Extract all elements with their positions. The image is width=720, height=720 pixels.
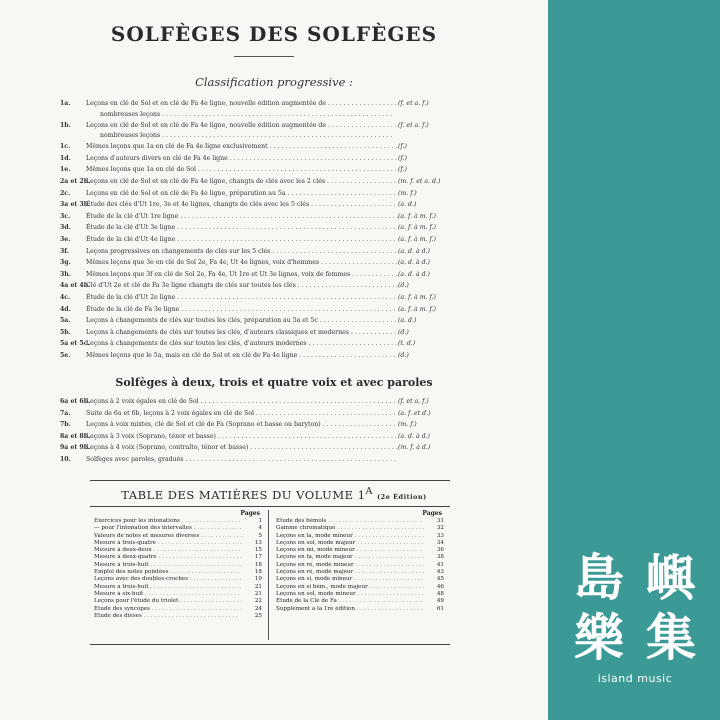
toc-page-number: 32 xyxy=(436,525,444,532)
item-text: Étude de la clé d'Ut 1re ligne . . . xyxy=(86,211,398,223)
list-item xyxy=(60,292,450,304)
toc-row xyxy=(272,591,448,598)
toc-entry: Mesure à trois-huit . . . xyxy=(94,584,242,591)
toc-page-number: 43 xyxy=(436,569,444,576)
item-code: 2c. xyxy=(60,189,71,197)
item-difficulty: (a. d. à d.) xyxy=(398,270,430,278)
item-code: 9a et 9b. xyxy=(60,444,91,452)
item-code: 5a. xyxy=(60,317,71,325)
list-item xyxy=(60,98,450,110)
toc-row xyxy=(272,606,448,613)
list-item xyxy=(60,246,450,258)
item-text: Leçons en clé de Sol et en clé de Fa 4e ligne, nouvelle édition augmentée de . . . xyxy=(86,120,398,132)
item-text: Étude de la clé d'Ut 3e ligne . . . xyxy=(86,222,398,234)
toc-entry: Mesure à trois-quatre . . . xyxy=(94,540,242,547)
toc-entry: Gamme chromatique . . . xyxy=(276,525,424,532)
item-text: Étude de la clé d'Ut 4e ligne . . . xyxy=(86,234,398,246)
item-code: 3e. xyxy=(60,235,71,243)
toc-page-number: 17 xyxy=(254,554,262,561)
toc-entry: Leçons en sol, mode majeur . . . xyxy=(276,540,424,547)
classification-heading: Classification progressive : xyxy=(195,75,353,89)
toc-page-number: 18 xyxy=(254,569,262,576)
item-text: Leçons à changements de clés sur toutes les clés, d'auteurs modernes . . . xyxy=(86,338,398,350)
toc-entry: Leçons avec des doubles-croches . . . xyxy=(94,576,242,583)
item-difficulty: (m. f.) xyxy=(398,189,417,197)
list-item xyxy=(60,222,450,234)
item-code: 3c. xyxy=(60,212,71,220)
item-difficulty: (f.) xyxy=(398,154,407,162)
item-code: 3h. xyxy=(60,270,71,278)
toc-entry: Étude des dièses . . . xyxy=(94,613,242,620)
toc-entry: Emploi des notes pointées . . . xyxy=(94,569,242,576)
item-code: 7a. xyxy=(60,409,71,417)
item-code: 3d. xyxy=(60,224,71,232)
toc-page-number: 49 xyxy=(436,598,444,605)
toc-page-number: 5 xyxy=(258,532,262,539)
item-difficulty: (d.) xyxy=(398,328,409,336)
logo-characters xyxy=(560,548,710,668)
toc-page-number: 19 xyxy=(254,576,262,583)
list-item xyxy=(60,188,450,200)
list-item xyxy=(60,327,450,339)
toc-page-number: 21 xyxy=(254,590,262,597)
list-item xyxy=(60,234,450,246)
list-item xyxy=(60,164,450,176)
item-difficulty: (a. f. à m. f.) xyxy=(398,305,436,313)
item-code: 3a et 3b. xyxy=(60,201,91,209)
list-item xyxy=(60,396,450,408)
list-item xyxy=(60,419,450,431)
item-text: Étude de la clé de Fa 3e ligne . . . xyxy=(86,304,398,316)
item-difficulty: (d.) xyxy=(398,351,409,359)
item-text: Leçons à changements de clés sur toutes les clés, préparation au 5a et 5c . . . xyxy=(86,315,398,327)
logo-char-3: 樂 xyxy=(574,609,624,667)
toc-row xyxy=(272,525,448,532)
list-item xyxy=(60,110,450,120)
item-text: Leçons à 3 voix (Soprano, ténor et basse) . . . xyxy=(86,431,398,443)
toc-entry: Étude de la Clé de Fa . . . xyxy=(276,598,424,605)
item-text: Leçons progressives en changements de clés sur les 5 clés . . . xyxy=(86,246,398,258)
item-code: 1e. xyxy=(60,166,71,174)
toc-row xyxy=(90,518,266,525)
toc-pages-label: Pages xyxy=(240,510,260,517)
logo-char-1: 島 xyxy=(574,549,624,607)
toc-top-rule xyxy=(90,480,450,481)
island-music-logo xyxy=(560,548,710,698)
item-text: Mêmes leçons que 3f en clé de Sol 2e, Fa 4e, Ut 1re et Ut 3e lignes, voix de femmes . . . xyxy=(86,269,398,281)
toc-pages-label-right: Pages xyxy=(422,510,442,517)
item-difficulty: (a. d.) xyxy=(398,201,417,209)
item-difficulty: (m. f.) xyxy=(398,421,417,429)
classification-list xyxy=(60,98,450,361)
toc-page-number: 48 xyxy=(436,590,444,597)
toc-page-number: 33 xyxy=(436,532,444,539)
toc-bottom-rule xyxy=(90,644,450,645)
toc-entry: Mesure à deux-quatre . . . xyxy=(94,554,242,561)
list-item xyxy=(60,431,450,443)
item-text: Solfèges avec paroles, gradués . . . xyxy=(86,454,398,466)
item-code: 4d. xyxy=(60,305,71,313)
toc-entry: Valeurs de notes et mesures diverses . . . xyxy=(94,533,242,540)
item-text: Leçons à changements de clés sur toutes les clés, d'auteurs classiques et modernes . . . xyxy=(86,327,398,339)
item-text: Étude des clés d'Ut 1re, 3e et 4e lignes, changts de clés avec les 5 clés . . . xyxy=(86,199,398,211)
toc-title-sup: A xyxy=(365,486,373,497)
toc-row xyxy=(90,547,266,554)
toc-page-number: 41 xyxy=(436,561,444,568)
toc-row xyxy=(272,547,448,554)
toc-entry: Leçons en ré, mode mineur . . . xyxy=(276,562,424,569)
item-difficulty: (f. et a. f.) xyxy=(398,100,429,107)
list-item xyxy=(60,257,450,269)
page-title: SOLFÈGES DES SOLFÈGES xyxy=(110,22,438,46)
toc-row xyxy=(90,591,266,598)
toc-row xyxy=(90,576,266,583)
item-difficulty: (f. et a. f.) xyxy=(398,398,429,405)
toc-row xyxy=(90,533,266,540)
item-text: Leçons en clé de Sol et en clé de Fa 4e ligne, changts de clés avec les 2 clés . . . xyxy=(86,176,398,188)
item-difficulty: (a. f. à m. f.) xyxy=(398,224,436,232)
toc-entry: Leçons en mi, mode mineur . . . xyxy=(276,547,424,554)
toc-entry: Exercices pour les intonations . . . xyxy=(94,518,242,525)
item-text: Suite de 6a et 6b, leçons à 2 voix égales en clé de Sol . . . xyxy=(86,408,398,420)
item-code: 1c. xyxy=(60,143,71,151)
item-text: Leçons en clé de Sol et en clé de Fa 4e ligne, préparation au 5a . . . xyxy=(86,188,398,200)
item-code: 4c. xyxy=(60,293,71,301)
item-text: Mêmes leçons que 3e en clé de Sol 2e, Fa 4e, Ut 4e lignes, voix d'hommes . . . xyxy=(86,257,398,269)
toc-entry: Étude des syncopes . . . xyxy=(94,606,242,613)
toc-entry: — pour l'intonation des intervalles . . . xyxy=(94,525,242,532)
item-difficulty: (f. et a. f.) xyxy=(398,121,429,129)
list-item xyxy=(60,338,450,350)
toc-page-number: 61 xyxy=(436,605,444,612)
toc-row xyxy=(272,562,448,569)
item-text: nombreuses leçons . . . xyxy=(100,131,398,141)
logo-char-4: 集 xyxy=(646,609,696,667)
toc-row xyxy=(272,569,448,576)
item-difficulty: (a. f. à m. f.) xyxy=(398,212,436,220)
table-of-contents xyxy=(90,510,450,642)
item-text: Leçons d'auteurs divers en clé de Fa 4e ligne . . . xyxy=(86,153,398,165)
item-code: 3g. xyxy=(60,259,71,267)
item-text: Leçons à voix mixtes, clé de Sol et clé de Fa (Soprano et basse ou baryton) . . . xyxy=(86,419,398,431)
item-difficulty: (f.) xyxy=(398,166,407,174)
toc-row xyxy=(90,554,266,561)
item-difficulty: (a. d.) xyxy=(398,317,417,325)
toc-entry: Leçons en si, mode mineur . . . xyxy=(276,576,424,583)
toc-row xyxy=(272,540,448,547)
toc-entry: Supplément à la 1re édition . . . xyxy=(276,606,424,613)
toc-row xyxy=(90,562,266,569)
item-difficulty: (a. d. à d.) xyxy=(398,259,430,267)
item-code: 3f. xyxy=(60,247,69,255)
toc-edition: (2e Édition) xyxy=(377,492,427,501)
item-difficulty: (m. f. à d.) xyxy=(398,444,431,452)
title-divider xyxy=(234,56,294,57)
item-text: Leçons à 2 voix égales en clé de Sol . . . xyxy=(86,396,398,408)
list-item xyxy=(60,280,450,292)
toc-page-number: 22 xyxy=(254,598,262,605)
list-item xyxy=(60,199,450,211)
section-subheading: Solfèges à deux, trois et quatre voix et avec paroles xyxy=(115,376,433,389)
item-difficulty: (m. f. et a. d.) xyxy=(398,177,441,185)
item-text: Clé d'Ut 2e et clé de Fa 3e ligne changts de clés sur toutes les clés . . . xyxy=(86,280,398,292)
toc-row xyxy=(90,584,266,591)
item-difficulty: (t. d.) xyxy=(398,340,416,348)
toc-page-number: 38 xyxy=(436,554,444,561)
list-item xyxy=(60,408,450,420)
item-code: 5b. xyxy=(60,328,71,336)
toc-row xyxy=(90,540,266,547)
toc-entry: Leçons en ré, mode majeur . . . xyxy=(276,569,424,576)
toc-row xyxy=(272,518,448,525)
toc-page-number: 45 xyxy=(436,576,444,583)
list-item xyxy=(60,442,450,454)
toc-title-text: TABLE DES MATIÈRES DU VOLUME 1 xyxy=(121,487,366,502)
list-item xyxy=(60,269,450,281)
item-code: 1b. xyxy=(60,121,71,129)
toc-column-divider xyxy=(268,510,269,640)
item-text: Mêmes leçons que le 5a, mais en clé de Sol et en clé de Fa 4e ligne . . . xyxy=(86,350,398,362)
item-code: 10. xyxy=(60,455,71,463)
item-difficulty: (a. f. à m. f.) xyxy=(398,293,436,301)
toc-title-rule xyxy=(90,506,450,507)
list-item xyxy=(60,304,450,316)
item-code: 6a et 6b. xyxy=(60,398,91,405)
item-code: 1d. xyxy=(60,154,71,162)
toc-page-number: 13 xyxy=(254,539,262,546)
multi-voice-list xyxy=(60,396,450,466)
toc-page-number: 18 xyxy=(254,561,262,568)
toc-entry: Mesure à trois-huit . . . xyxy=(94,562,242,569)
toc-row xyxy=(90,569,266,576)
item-code: 2a et 2b. xyxy=(60,177,91,185)
toc-entry: Leçons en fa, mode majeur . . . xyxy=(276,554,424,561)
list-item xyxy=(60,141,450,153)
list-item xyxy=(60,131,450,141)
item-difficulty: (f.) xyxy=(398,143,407,151)
item-text: nombreuses leçons . . . xyxy=(100,110,398,120)
toc-page-number: 21 xyxy=(254,583,262,590)
toc-row xyxy=(90,598,266,605)
toc-entry: Leçons en sol, mode mineur . . . xyxy=(276,591,424,598)
item-difficulty: (a. f. et d.) xyxy=(398,409,431,417)
item-code: 8a et 8b. xyxy=(60,432,91,440)
toc-row xyxy=(272,533,448,540)
list-item xyxy=(60,211,450,223)
item-difficulty: (d.) xyxy=(398,282,409,290)
toc-entry: Mesure à deux-deux . . . xyxy=(94,547,242,554)
item-text: Leçons à 4 voix (Soprano, contralto, ténor et basse) . . . xyxy=(86,442,398,454)
toc-entry: Leçons pour l'étude du triolet . . . xyxy=(94,598,242,605)
logo-subtitle: island music xyxy=(597,672,673,685)
toc-page-number: 15 xyxy=(254,547,262,554)
list-item xyxy=(60,176,450,188)
toc-right-rows xyxy=(272,518,448,613)
toc-row xyxy=(90,606,266,613)
toc-entry: Leçons en la, mode mineur . . . xyxy=(276,533,424,540)
toc-row xyxy=(90,613,266,620)
toc-page-number: 34 xyxy=(436,539,444,546)
item-code: 5e. xyxy=(60,351,71,359)
item-code: 7b. xyxy=(60,421,71,429)
toc-page-number: 46 xyxy=(436,583,444,590)
toc-entry: Étude des bémols . . . xyxy=(276,518,424,525)
item-text: Mêmes leçons que 1a en clé de Fa 4e ligne exclusivement . . . xyxy=(86,141,398,153)
toc-page-number: 31 xyxy=(436,518,444,524)
list-item xyxy=(60,153,450,165)
item-difficulty: (a. d. à d.) xyxy=(398,432,430,440)
toc-page-number: 24 xyxy=(254,605,262,612)
item-difficulty: (a. d. à d.) xyxy=(398,247,430,255)
item-text: Leçons en clé de Sol et en clé de Fa 4e ligne, nouvelle édition augmentée de . . . xyxy=(86,98,398,110)
list-item xyxy=(60,350,450,362)
toc-page-number: 1 xyxy=(258,518,262,524)
toc-left-rows xyxy=(90,518,266,620)
item-code: 4a et 4b. xyxy=(60,282,91,290)
toc-row xyxy=(90,525,266,532)
toc-title xyxy=(0,486,548,502)
toc-page-number: 4 xyxy=(258,525,262,532)
item-text: Étude de la clé d'Ut 2e ligne . . . xyxy=(86,292,398,304)
toc-row xyxy=(272,598,448,605)
item-code: 5a et 5c. xyxy=(60,340,90,348)
list-item xyxy=(60,315,450,327)
toc-row xyxy=(272,576,448,583)
item-difficulty: (a. f. à m. f.) xyxy=(398,235,436,243)
toc-entry: Leçons en si bém., mode majeur . . . xyxy=(276,584,424,591)
item-code: 1a. xyxy=(60,100,71,107)
toc-row xyxy=(272,584,448,591)
logo-char-2: 嶼 xyxy=(646,549,696,607)
toc-row xyxy=(272,554,448,561)
toc-page-number: 25 xyxy=(254,612,262,619)
item-text: Mêmes leçons que 1a en clé de Sol . . . xyxy=(86,164,398,176)
toc-page-number: 36 xyxy=(436,547,444,554)
toc-entry: Mesure à six-huit . . . xyxy=(94,591,242,598)
list-item xyxy=(60,454,450,466)
list-item xyxy=(60,120,450,132)
